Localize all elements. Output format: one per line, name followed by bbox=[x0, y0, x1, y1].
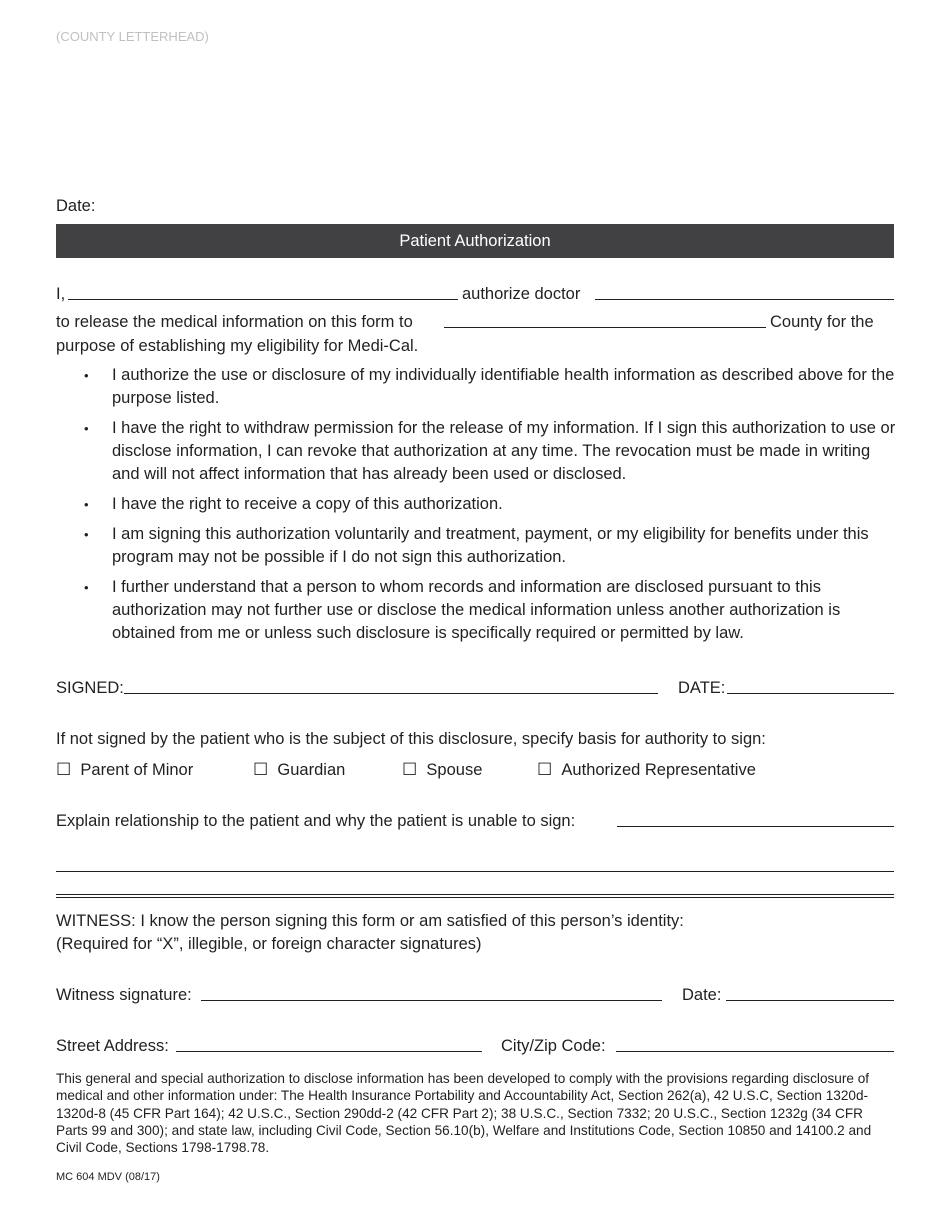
signed-date-label: DATE: bbox=[678, 679, 726, 697]
signed-label: SIGNED: bbox=[56, 679, 124, 697]
form-number: MC 604 MDV (08/17) bbox=[56, 1171, 160, 1183]
checkbox-icon[interactable]: ☐ bbox=[537, 760, 553, 779]
checkbox-icon[interactable]: ☐ bbox=[253, 760, 269, 779]
i-label: I, bbox=[56, 285, 66, 303]
authorization-terms-list bbox=[84, 364, 896, 652]
authority-basis-text: If not signed by the patient who is the subject of this disclosure, specify basis for authority to sign: bbox=[56, 730, 766, 748]
street-address-label: Street Address: bbox=[56, 1037, 169, 1055]
form-title-banner: Patient Authorization bbox=[56, 224, 894, 258]
witness-statement: WITNESS: I know the person signing this form or am satisfied of this person’s identity: bbox=[56, 912, 684, 930]
date-label: Date: bbox=[56, 197, 96, 215]
county-for-label: County for the bbox=[770, 313, 874, 331]
list-item: • I authorize the use or disclosure of my individually identifiable health information as described above for the purpose listed. bbox=[84, 366, 895, 407]
bullet-icon: • bbox=[84, 497, 89, 512]
checkbox-parent-of-minor[interactable]: ☐ Parent of Minor bbox=[56, 760, 194, 779]
explain-relationship-label: Explain relationship to the patient and why the patient is unable to sign: bbox=[56, 812, 576, 830]
street-address-field[interactable] bbox=[176, 1051, 482, 1052]
patient-name-field[interactable] bbox=[68, 299, 458, 300]
city-zip-field[interactable] bbox=[616, 1051, 894, 1052]
county-name-field[interactable] bbox=[444, 327, 766, 328]
signed-date-field[interactable] bbox=[727, 693, 894, 694]
authorize-doctor-label: authorize doctor bbox=[462, 285, 581, 303]
bullet-icon: • bbox=[84, 580, 89, 595]
witness-date-label: Date: bbox=[682, 986, 722, 1004]
city-zip-label: City/Zip Code: bbox=[501, 1037, 606, 1055]
witness-signature-label: Witness signature: bbox=[56, 986, 192, 1004]
county-letterhead-placeholder: (COUNTY LETTERHEAD) bbox=[56, 29, 209, 44]
section-divider bbox=[56, 894, 894, 898]
checkbox-spouse[interactable]: ☐ Spouse bbox=[402, 760, 483, 779]
checkbox-icon[interactable]: ☐ bbox=[56, 760, 72, 779]
explain-relationship-field-line-2[interactable] bbox=[56, 871, 894, 872]
list-item: • I have the right to withdraw permission for the release of my information. If I sign this authorization to use or disclose information, I can revoke that authorization at any time. The revocation must be made in writing and will not affect information that has already been used or disclosed. bbox=[84, 419, 896, 483]
bullet-icon: • bbox=[84, 368, 89, 383]
list-item: • I further understand that a person to whom records and information are disclosed pursuant to this authorization may not further use or disclose the medical information unless another authorization is obtained from me or unless such disclosure is specifically required or permitted by law. bbox=[84, 578, 841, 642]
witness-date-field[interactable] bbox=[726, 1000, 894, 1001]
witness-requirement-note: (Required for “X”, illegible, or foreign character signatures) bbox=[56, 935, 482, 953]
checkbox-guardian[interactable]: ☐ Guardian bbox=[253, 760, 346, 779]
signature-field[interactable] bbox=[124, 693, 658, 694]
release-text: to release the medical information on this form to bbox=[56, 313, 413, 331]
list-item: • I am signing this authorization voluntarily and treatment, payment, or my eligibility for benefits under this program may not be possible if I do not sign this authorization. bbox=[84, 525, 869, 566]
bullet-icon: • bbox=[84, 421, 89, 436]
witness-signature-field[interactable] bbox=[201, 1000, 662, 1001]
checkbox-icon[interactable]: ☐ bbox=[402, 760, 418, 779]
purpose-text: purpose of establishing my eligibility for Medi-Cal. bbox=[56, 337, 419, 355]
explain-relationship-field[interactable] bbox=[617, 826, 894, 827]
legal-disclaimer: This general and special authorization to disclose information has been developed to comply with the provisions regarding disclosure of medical and other information under: The Health Insurance Portability and Accountability Act, Section 262(a), 42 U.S.C, Section 1320d-1320d-8 (45 CFR Part 164); 42 U.S.C., Section 290dd-2 (42 CFR Part 2); 38 U.S.C., Section 7332; 20 U.S.C., Section 1232g (34 CFR Parts 99 and 300); and state law, including Civil Code, Section 56.10(b), Welfare and Institutions Code, Section 10850 and 14100.2 and Civil Code, Sections 1798-1798.78. bbox=[56, 1071, 872, 1156]
bullet-icon: • bbox=[84, 527, 89, 542]
doctor-name-field[interactable] bbox=[595, 299, 894, 300]
checkbox-authorized-representative[interactable]: ☐ Authorized Representative bbox=[537, 760, 756, 779]
list-item: • I have the right to receive a copy of this authorization. bbox=[84, 493, 896, 516]
